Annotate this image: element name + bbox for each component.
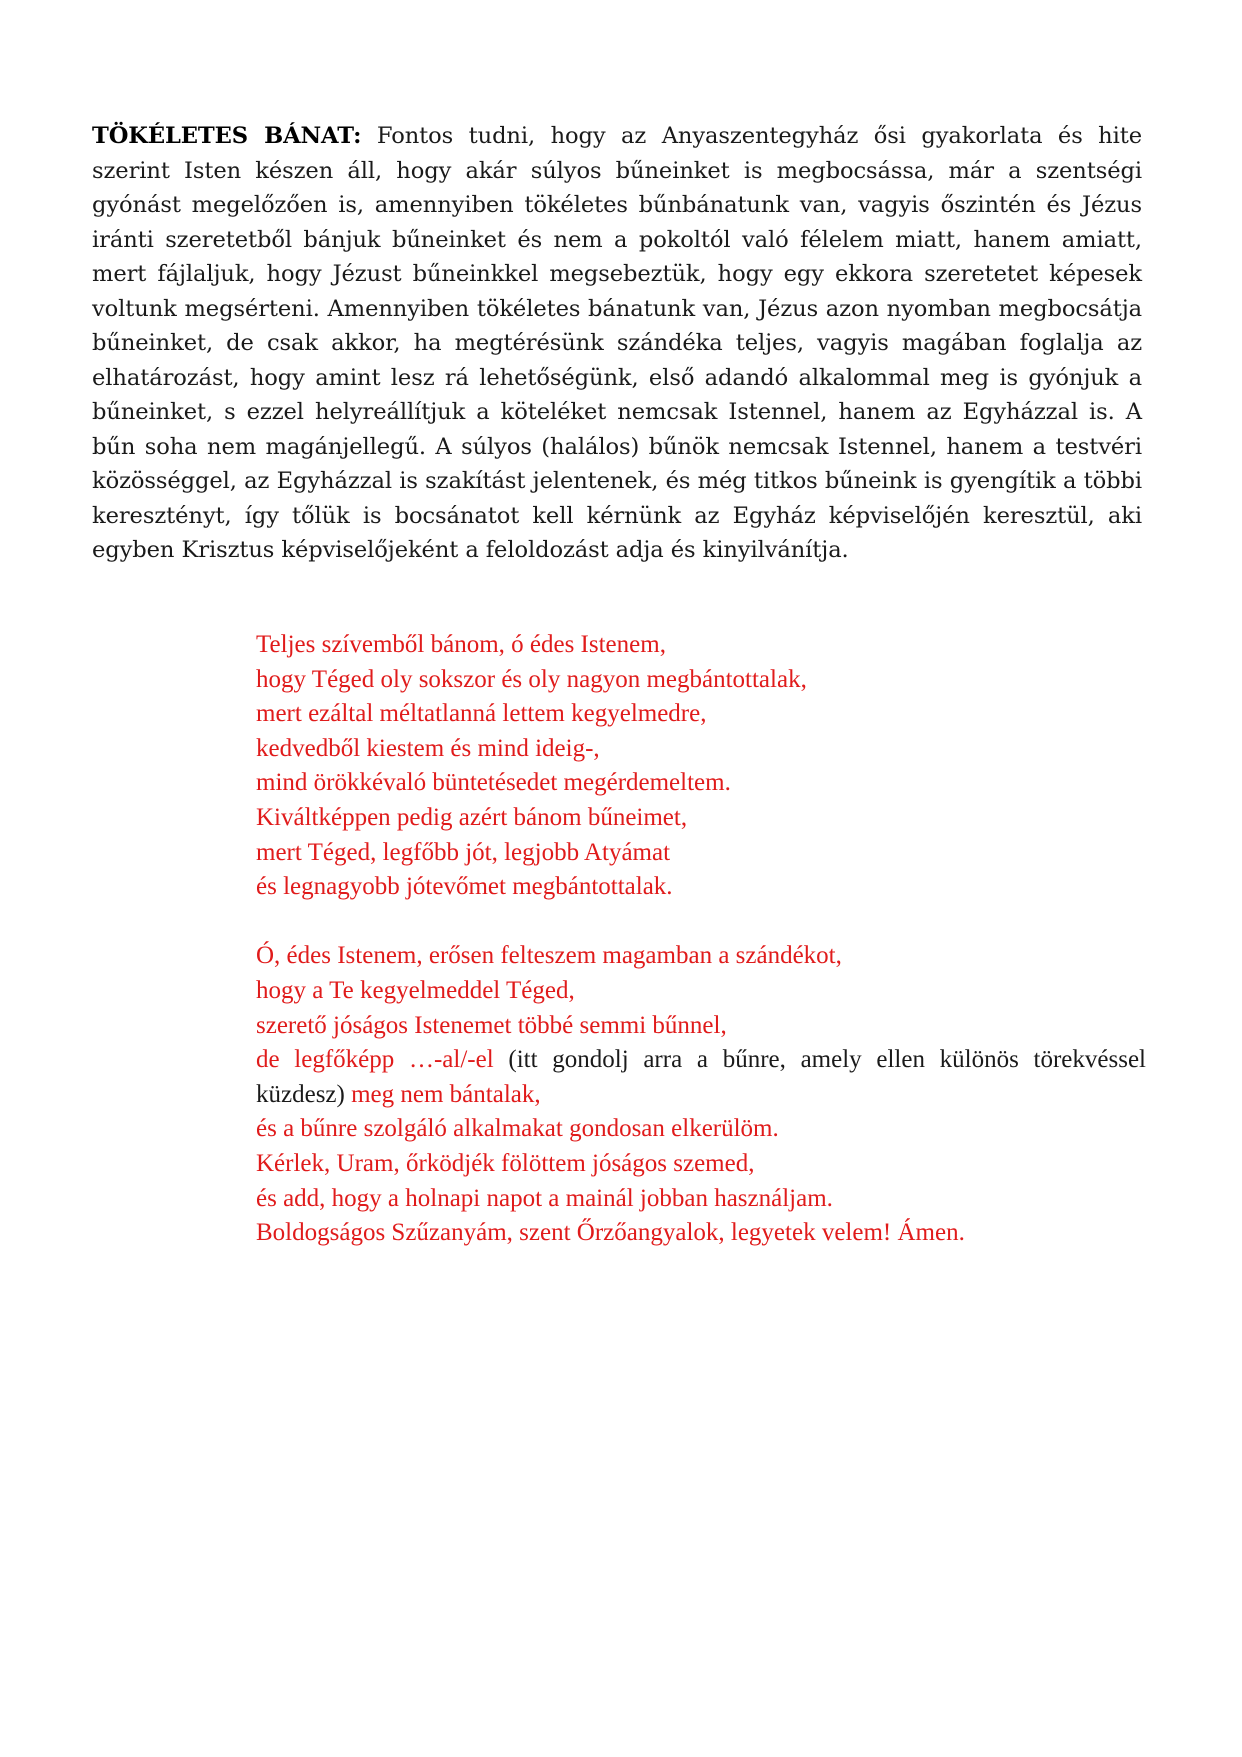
- prayer-line: szerető jóságos Istenemet többé semmi bűnnel,: [256, 1011, 727, 1039]
- intro-paragraph: [92, 119, 1142, 568]
- instruction-note: (itt gondolj arra a bűnre, amely ellen különös törekvéssel küzdesz): [256, 1046, 1146, 1108]
- prayer-line: Teljes szívemből bánom, ó édes Istenem,: [256, 631, 666, 658]
- prayer-stanza-1: [256, 628, 1146, 905]
- prayer-line-start: de legfőképp …-al/-el: [256, 1046, 494, 1074]
- prayer-line: és a bűnre szolgáló alkalmakat gondosan elkerülöm.: [256, 1115, 779, 1143]
- prayer-line: mind örökkévaló büntetésedet megérdemeltem.: [256, 769, 731, 797]
- intro-heading: TÖKÉLETES BÁNAT:: [92, 123, 362, 149]
- prayer-line: Boldogságos Szűzanyám, szent Őrzőangyalok, legyetek velem! Ámen.: [256, 1219, 965, 1247]
- prayer-line-with-note: [256, 1043, 1146, 1112]
- prayer-line: Kérlek, Uram, őrködjék fölöttem jóságos szemed,: [256, 1149, 755, 1177]
- prayer-line: Ó, édes Istenem, erősen felteszem magamban a szándékot,: [256, 942, 842, 970]
- prayer-line: mert Téged, legfőbb jót, legjobb Atyámat: [256, 838, 671, 866]
- prayer-line: Kiváltképpen pedig azért bánom bűneimet,: [256, 803, 688, 831]
- intro-text: Fontos tudni, hogy az Anyaszentegyház ősi gyakorlata és hite szerint Isten készen áll, hogy akár súlyos bűneinket is megbocsássa, már a szentségi gyónást megelőzően is, amennyiben tökéletes bűnbánatunk van, vagyis őszintén és Jézus iránti szeretetből bánjuk bűneinket és nem a pokoltól való félelem miatt, hanem amiatt, mert fájlaljuk, hogy Jézust bűneinkkel megsebeztük, hogy egy ekkora szeretetet képesek voltunk megsérteni. Amennyiben tökéletes bánatunk van, Jézus azon nyomban megbocsátja bűneinket, de csak akkor, ha megtérésünk szándéka teljes, vagyis magában foglalja az elhatározást, hogy amint lesz rá lehetőségünk, első adandó alkalommal meg is gyónjuk a bűneinket, s ezzel helyreállítjuk a köteléket nemcsak Istennel, hanem az Egyházzal is. A bűn soha nem magánjellegű. A súlyos (halálos) bűnök nemcsak Istennel, hanem a testvéri közösséggel, az Egyházzal is szakítást jelentenek, és még titkos bűneink is gyengítik a többi keresztényt, így tőlük is bocsánatot kell kérnünk az Egyház képviselőjén keresztül, aki egyben Krisztus képviselőjeként a feloldozást adja és kinyilvánítja.: [92, 123, 1142, 563]
- prayer-line: hogy Téged oly sokszor és oly nagyon megbántottalak,: [256, 665, 807, 693]
- prayer-line: mert ezáltal méltatlanná lettem kegyelmedre,: [256, 700, 707, 728]
- prayer-stanza-2: [256, 939, 1146, 1250]
- prayer-line: kedvedből kiestem és mind ideig-,: [256, 734, 600, 762]
- prayer: [256, 628, 1146, 1251]
- prayer-line: és add, hogy a holnapi napot a mainál jobban használjam.: [256, 1184, 833, 1212]
- prayer-line-end: meg nem bántalak,: [351, 1080, 541, 1108]
- prayer-line: hogy a Te kegyelmeddel Téged,: [256, 976, 575, 1004]
- prayer-line: és legnagyobb jótevőmet megbántottalak.: [256, 873, 673, 901]
